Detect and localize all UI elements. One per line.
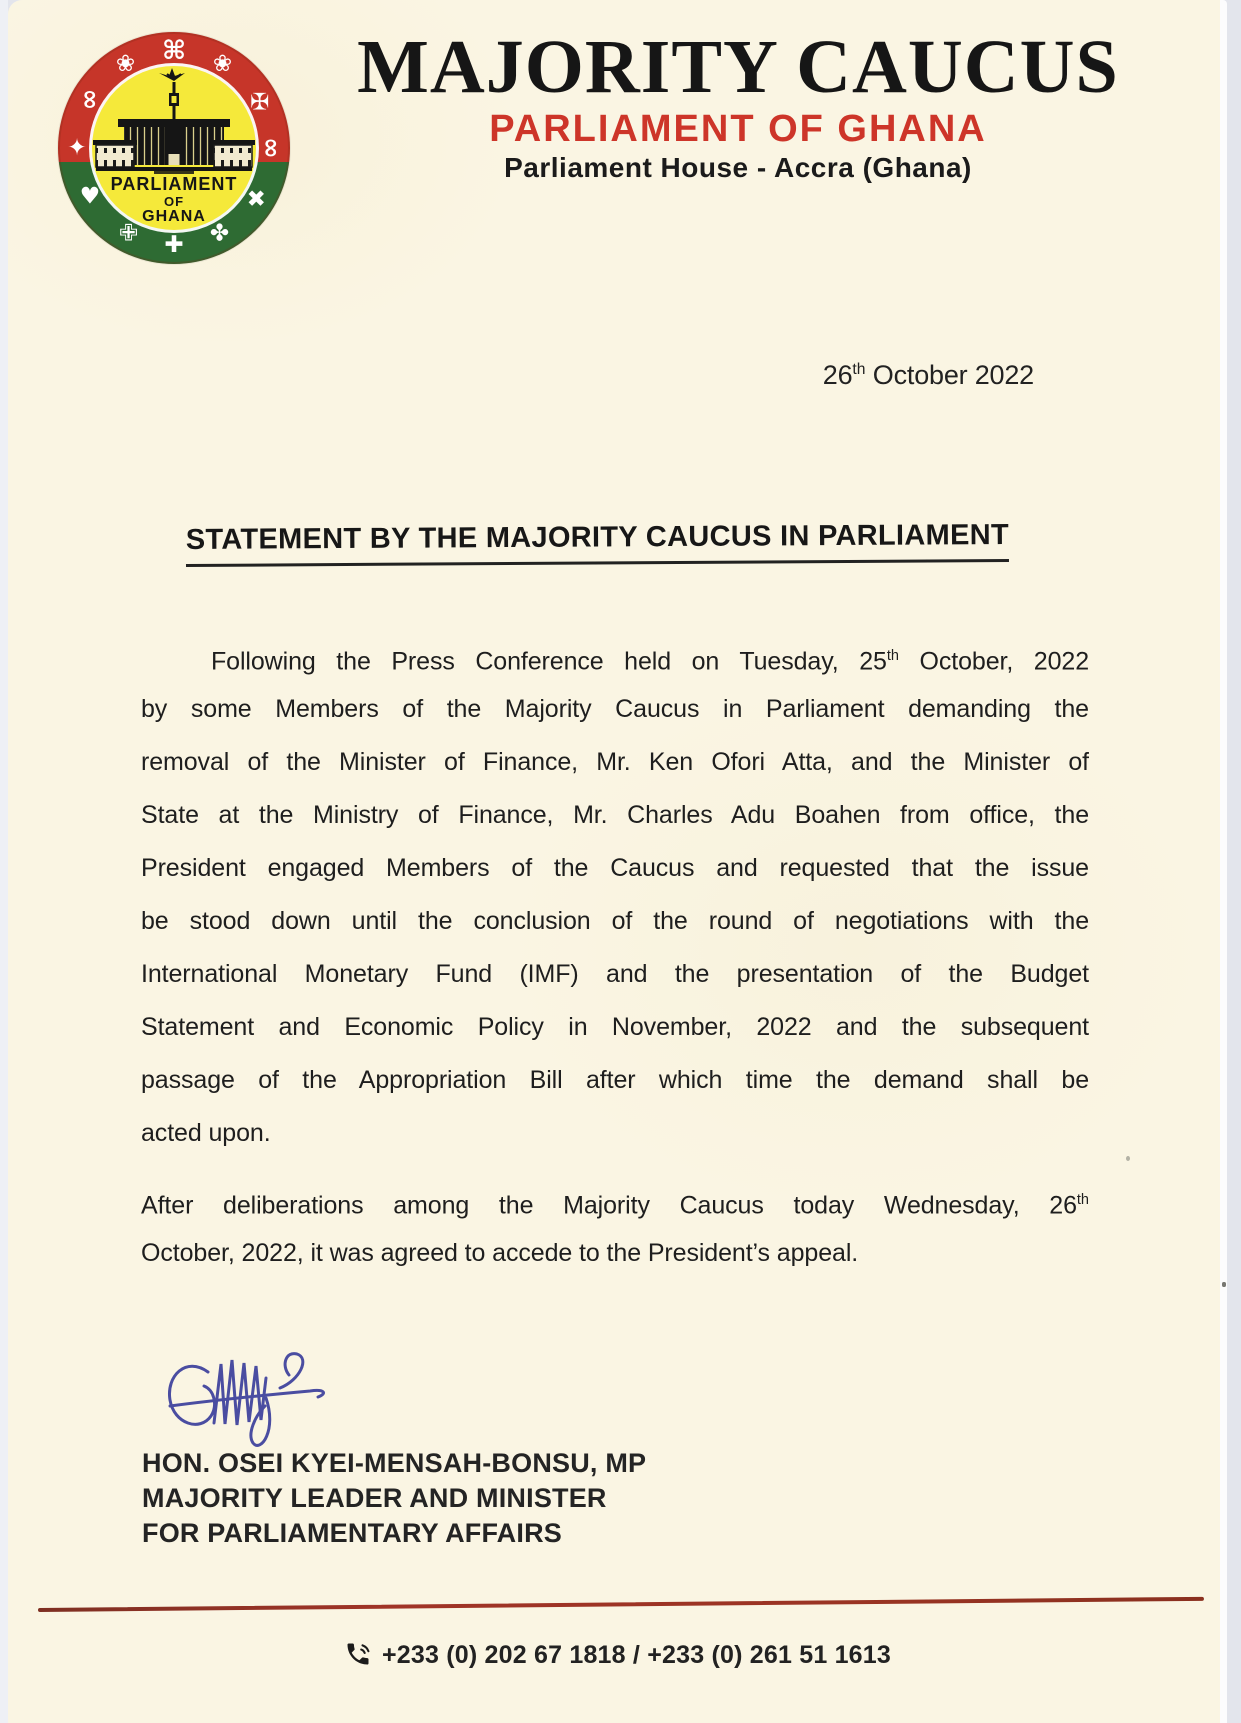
body-text: October, 2022	[898, 647, 1089, 676]
adinkra-symbol-icon: ✦	[67, 134, 87, 161]
body-line: October, 2022, it was agreed to accede to the President’s appeal.	[141, 1239, 859, 1267]
body-line	[141, 1174, 1089, 1227]
phone-numbers: +233 (0) 202 67 1818 / +233 (0) 261 51 1613	[381, 1641, 891, 1669]
emblem-text-parliament: PARLIAMENT	[110, 174, 238, 194]
body-line: acted upon.	[141, 1119, 271, 1147]
footer-rule	[38, 1597, 1204, 1612]
phone-icon	[344, 1640, 372, 1668]
emblem-text-of: OF	[163, 194, 185, 209]
adinkra-symbol-icon: ✖	[246, 185, 266, 212]
footer-contacts	[8, 1640, 1227, 1670]
adinkra-symbol-icon: ✤	[209, 220, 230, 247]
emblem-text-ghana: GHANA	[142, 208, 206, 225]
body-line	[141, 630, 1089, 683]
org-subtitle: PARLIAMENT OF GHANA	[489, 108, 987, 150]
org-title: MAJORITY CAUCUS	[357, 25, 1119, 109]
letter-date	[823, 360, 1034, 391]
adinkra-symbol-icon: ✚	[164, 231, 184, 258]
adinkra-symbol-icon: ♥	[79, 183, 101, 209]
body-line: be stood down until the conclusion of the round of negotiations with the	[141, 907, 1089, 935]
signatory-title1: MAJORITY LEADER AND MINISTER	[142, 1483, 607, 1513]
scan-speck	[1126, 1156, 1130, 1161]
body-text: Following the Press Conference held on Tuesday, 25	[211, 647, 887, 676]
adinkra-symbol-icon: ⌘	[161, 36, 187, 66]
adinkra-symbol-icon: ✙	[118, 220, 139, 247]
body-line: President engaged Members of the Caucus and requested that the issue	[141, 854, 1089, 882]
date-day: 26	[822, 360, 853, 390]
parliament-house-illustration	[92, 68, 256, 180]
date-ordinal: th	[852, 361, 866, 378]
statement-heading: STATEMENT BY THE MAJORITY CAUCUS IN PARLIAMENT	[186, 519, 1009, 567]
scan-speck	[1222, 1282, 1226, 1287]
body-line: Statement and Economic Policy in November, 2022 and the subsequent	[141, 1013, 1089, 1041]
date-rest: October 2022	[865, 360, 1034, 390]
body-line: State at the Ministry of Finance, Mr. Charles Adu Boahen from office, the	[141, 801, 1089, 829]
adinkra-symbol-icon: ✠	[250, 88, 270, 115]
body-line: International Monetary Fund (IMF) and the presentation of the Budget	[141, 960, 1089, 988]
paragraph-2	[141, 1174, 1089, 1280]
body-line: passage of the Appropriation Bill after which time the demand shall be	[141, 1066, 1089, 1094]
letter-body	[141, 630, 1089, 1280]
org-address: Parliament House - Accra (Ghana)	[504, 152, 972, 183]
parliament-of-ghana-emblem	[58, 32, 290, 264]
ordinal-sup: th	[886, 648, 899, 664]
body-line: by some Members of the Majority Caucus in Parliament demanding the	[141, 695, 1089, 723]
adinkra-symbol-icon: ∞	[74, 88, 105, 111]
body-text: After deliberations among the Majority Caucus today Wednesday, 26	[141, 1191, 1077, 1220]
signatory-name: HON. OSEI KYEI-MENSAH-BONSU, MP	[142, 1448, 647, 1478]
signatory-title2: FOR PARLIAMENTARY AFFAIRS	[142, 1518, 562, 1548]
body-line: removal of the Minister of Finance, Mr. Ken Ofori Atta, and the Minister of	[141, 748, 1089, 776]
document-page	[8, 0, 1227, 1723]
adinkra-symbol-icon: ∞	[256, 137, 286, 159]
adinkra-symbol-icon: ❀	[212, 50, 233, 77]
adinkra-symbol-icon: ❀	[115, 50, 136, 77]
signatory-block	[142, 1446, 842, 1551]
ordinal-sup: th	[1076, 1192, 1089, 1208]
